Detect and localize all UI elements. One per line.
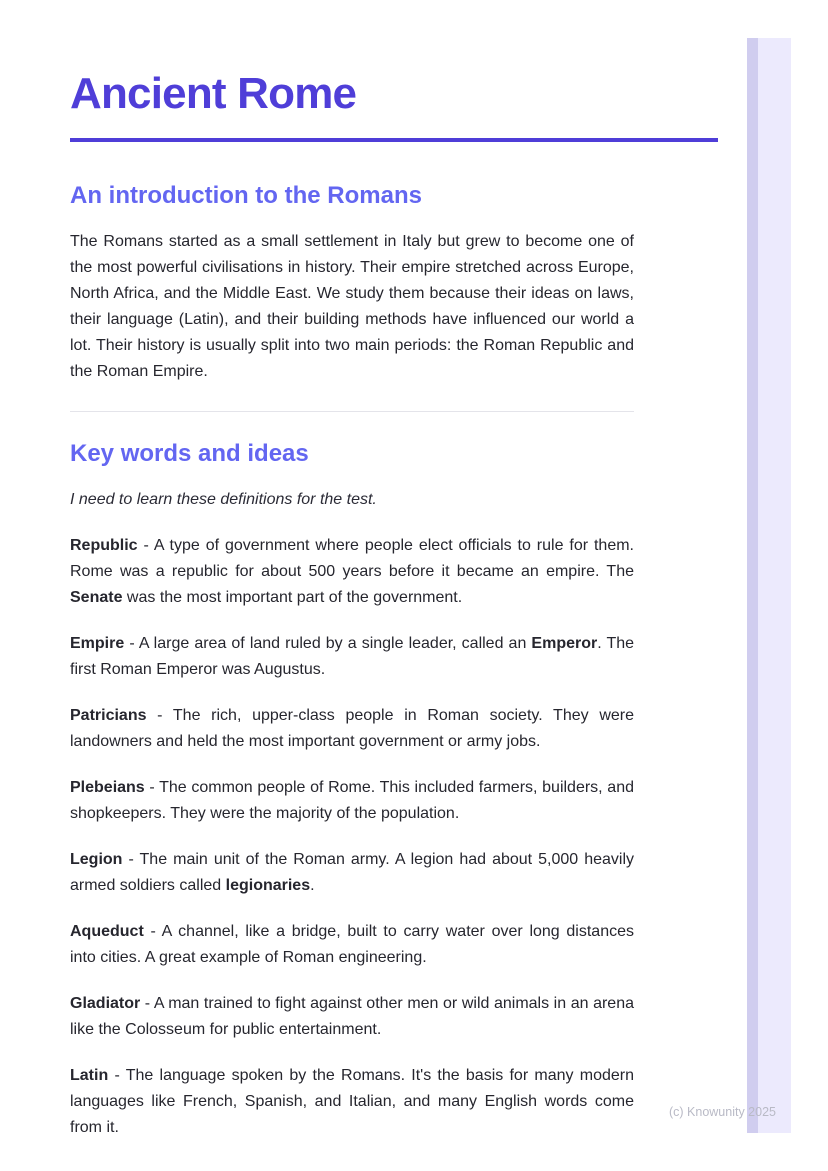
page-edge-strip-dark — [747, 38, 758, 1133]
page-edge-strip-light — [758, 38, 791, 1133]
definition-item — [70, 991, 634, 1043]
definition-text: . The first Roman Emperor was Augustus. — [70, 635, 635, 678]
definition-item — [70, 533, 634, 611]
definition-term: Latin — [70, 1067, 109, 1084]
section-heading-introduction: An introduction to the Romans — [70, 182, 422, 209]
definition-text: - A type of government where people elect officials to rule for them. Rome was a republic for about 500 years before it became an empire. The — [70, 537, 634, 580]
definition-term: Legion — [70, 851, 123, 868]
definition-item — [70, 1063, 634, 1141]
definition-text: - The rich, upper-class people in Roman society. They were landowners and held the most important government or army jobs. — [70, 707, 634, 750]
definition-item — [70, 631, 634, 683]
definition-text: was the most important part of the government. — [122, 589, 463, 606]
intro-paragraph: The Romans started as a small settlement in Italy but grew to become one of the most powerful civilisations in history. Their empire stretched across Europe, North Africa, and the Middle East. We study them because their ideas on laws, their language (Latin), and their building methods have influenced our world a lot. Their history is usually split into two main periods: the Roman Republic and the Roman Empire. — [70, 233, 634, 380]
page-edge-band — [747, 38, 791, 1133]
section-heading-keywords: Key words and ideas — [70, 440, 309, 467]
title-rule — [70, 138, 718, 142]
definition-item — [70, 919, 634, 971]
document-content — [70, 0, 634, 1141]
definition-term: legionaries — [225, 877, 311, 894]
definition-text: - A channel, like a bridge, built to carry water over long distances into cities. A great example of Roman engineering. — [70, 923, 634, 966]
definition-term: Senate — [70, 589, 123, 606]
definition-term: Plebeians — [70, 779, 145, 796]
page-title: Ancient Rome — [70, 69, 357, 118]
definition-text: - A large area of land ruled by a single leader, called an — [124, 635, 532, 652]
definitions-list — [70, 533, 634, 1141]
definition-text: . — [310, 877, 315, 894]
definition-term: Patricians — [70, 707, 147, 724]
definition-item — [70, 703, 634, 755]
definition-term: Emperor — [531, 635, 598, 652]
definition-text: - The common people of Rome. This included farmers, builders, and shopkeepers. They were the majority of the population. — [70, 779, 634, 822]
section-divider — [70, 411, 634, 412]
definition-text: - The language spoken by the Romans. It's the basis for many modern languages like French, Spanish, and Italian, and many English words come from it. — [70, 1067, 634, 1136]
definition-item — [70, 775, 634, 827]
definition-term: Gladiator — [70, 995, 141, 1012]
definition-term: Empire — [70, 635, 125, 652]
definition-text: - A man trained to fight against other men or wild animals in an arena like the Colosseum for public entertainment. — [70, 995, 634, 1038]
watermark: (c) Knowunity 2025 — [668, 1105, 776, 1119]
definition-text: - The main unit of the Roman army. A legion had about 5,000 heavily armed soldiers called — [70, 851, 634, 894]
definition-term: Aqueduct — [70, 923, 144, 940]
definition-term: Republic — [70, 537, 138, 554]
study-note: I need to learn these definitions for the test. — [70, 491, 377, 508]
definition-item — [70, 847, 634, 899]
